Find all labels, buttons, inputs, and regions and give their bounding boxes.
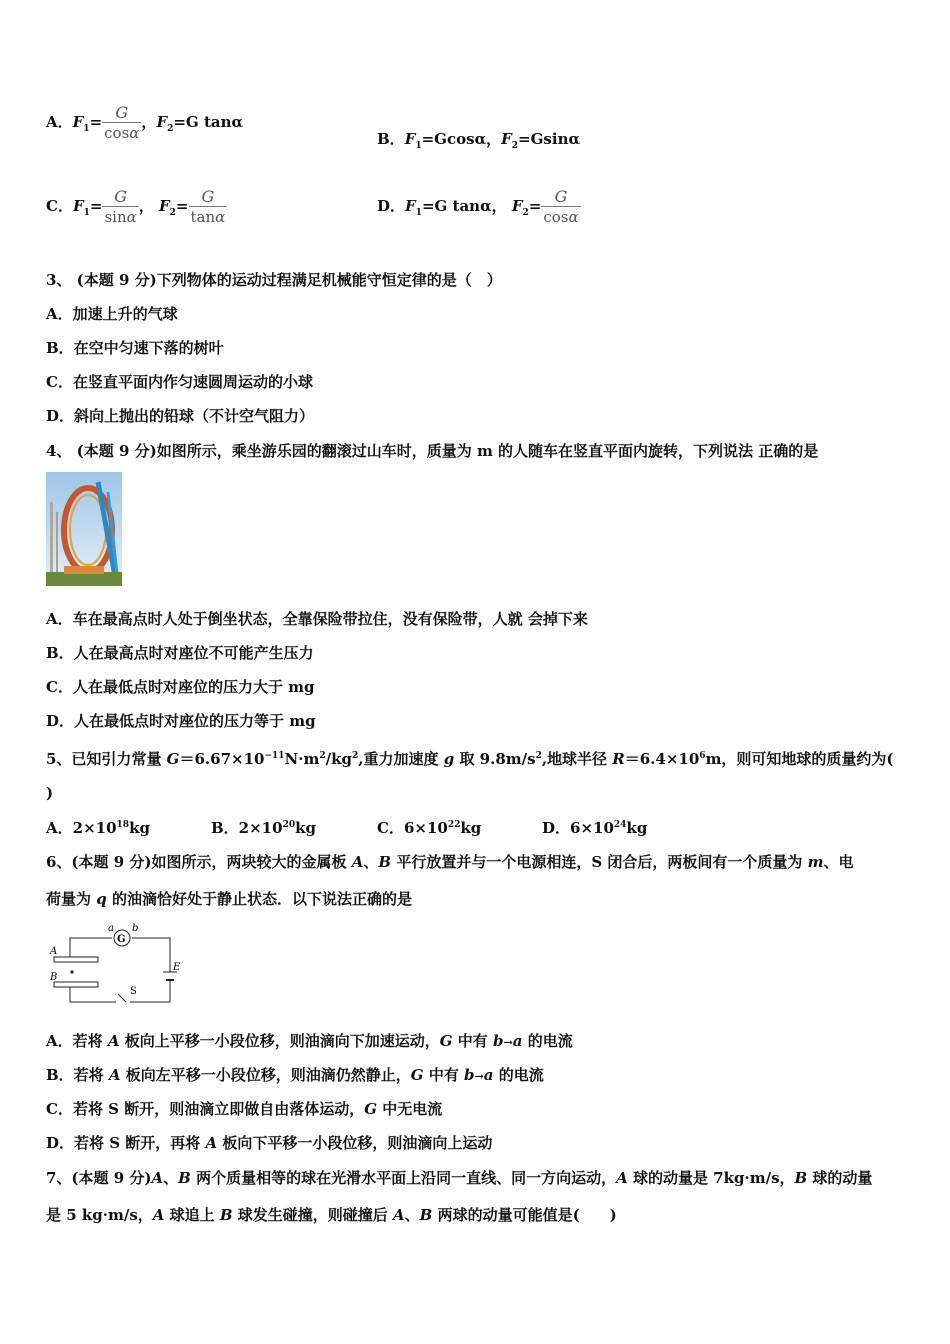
var-f: F bbox=[72, 113, 84, 131]
fraction-g-over-cos bbox=[541, 188, 580, 226]
fraction-g-over-sin bbox=[102, 188, 138, 226]
var: B bbox=[178, 1169, 191, 1187]
value: =G tanα， bbox=[421, 197, 507, 215]
tower-left bbox=[50, 502, 53, 582]
unit: kg bbox=[129, 819, 150, 837]
text: 板向上平移一小段位移，则油滴向下加速运动， bbox=[119, 1032, 440, 1050]
q5-option-b[interactable] bbox=[211, 817, 316, 838]
var: B bbox=[219, 1206, 233, 1224]
numerator: G bbox=[114, 187, 127, 206]
sub: 1 bbox=[83, 124, 90, 134]
var: a bbox=[512, 1032, 523, 1050]
var: G bbox=[166, 750, 180, 768]
exp: 2 bbox=[319, 751, 326, 761]
roller-coaster-photo bbox=[46, 472, 122, 586]
text: 球发生碰撞，则碰撞后 bbox=[232, 1206, 394, 1224]
den-var: α bbox=[215, 208, 226, 226]
denominator bbox=[102, 206, 138, 226]
denominator bbox=[541, 206, 580, 226]
q4-option-d[interactable]: D．人在最低点时对座位的压力等于 mg bbox=[46, 712, 316, 730]
text: N·m bbox=[284, 750, 320, 768]
den-var: α bbox=[129, 124, 140, 142]
text: C．6×10 bbox=[377, 819, 448, 837]
sub: 1 bbox=[415, 208, 422, 218]
var: A bbox=[616, 1169, 628, 1187]
option-letter: B． bbox=[377, 130, 405, 148]
denominator bbox=[102, 122, 141, 142]
sub: 1 bbox=[83, 208, 90, 218]
q2-option-b[interactable] bbox=[377, 128, 580, 151]
exp: −11 bbox=[264, 751, 285, 761]
text: 的油滴恰好处于静止状态．以下说法正确的是 bbox=[106, 890, 412, 908]
text: 的电流 bbox=[522, 1032, 573, 1050]
equals: = bbox=[528, 197, 542, 215]
wire-top-left bbox=[70, 938, 112, 957]
var: g bbox=[443, 750, 455, 768]
var: B bbox=[419, 1206, 433, 1224]
text: 中有 bbox=[452, 1032, 494, 1050]
den-func: cos bbox=[543, 208, 569, 226]
sep: ， bbox=[141, 113, 157, 131]
var: A bbox=[205, 1134, 218, 1152]
arrow: → bbox=[503, 1036, 513, 1049]
q5-option-a[interactable] bbox=[46, 817, 150, 838]
exp: 2 bbox=[535, 751, 542, 761]
numerator: G bbox=[115, 103, 129, 122]
equals: = bbox=[175, 197, 189, 215]
text: 球的动量是 7kg·m/s， bbox=[627, 1169, 795, 1187]
text: 5、已知引力常量 bbox=[46, 750, 167, 768]
q3-option-a[interactable]: A．加速上升的气球 bbox=[46, 305, 178, 323]
q5-option-d[interactable] bbox=[542, 817, 647, 838]
q7-stem-line2 bbox=[46, 1205, 617, 1225]
q6-stem-line2 bbox=[46, 889, 412, 909]
equals: = bbox=[89, 197, 103, 215]
var: A bbox=[393, 1206, 405, 1224]
fraction-g-over-cos bbox=[102, 104, 141, 142]
var: G bbox=[364, 1100, 378, 1118]
text: 6、(本题 9 分)如图所示，两块较大的金属板 bbox=[46, 853, 352, 871]
label-e: E bbox=[173, 962, 181, 973]
var-f: F bbox=[72, 197, 84, 215]
var-f: F bbox=[405, 197, 416, 215]
var: A bbox=[108, 1066, 121, 1084]
numerator: G bbox=[554, 187, 568, 206]
switch-blade bbox=[118, 994, 126, 1002]
text: C．若将 S 断开，则油滴立即做自由落体运动， bbox=[46, 1100, 365, 1118]
unit: kg bbox=[295, 819, 316, 837]
den-var: α bbox=[126, 208, 137, 226]
text: 、电 bbox=[823, 853, 854, 871]
denominator bbox=[189, 206, 228, 226]
value: =G tanα bbox=[173, 113, 244, 131]
arrow: → bbox=[474, 1070, 484, 1083]
var-f: F bbox=[404, 130, 416, 148]
q2-option-c[interactable] bbox=[46, 188, 227, 226]
label-b: b bbox=[132, 923, 139, 934]
wire-top-right bbox=[132, 938, 170, 972]
unit: kg bbox=[460, 819, 482, 837]
exp: 6 bbox=[699, 751, 706, 761]
oil-drop bbox=[70, 970, 73, 973]
var: G bbox=[439, 1032, 453, 1050]
q6-stem-line1 bbox=[46, 852, 854, 872]
var: R bbox=[612, 750, 625, 768]
value: =Gcosα， bbox=[421, 130, 502, 148]
text: 板向左平移一小段位移，则油滴仍然静止， bbox=[120, 1066, 411, 1084]
q6-option-b[interactable] bbox=[46, 1065, 544, 1087]
label-plate-b: B bbox=[50, 972, 58, 983]
unit: kg bbox=[626, 819, 648, 837]
var: A bbox=[151, 1169, 164, 1187]
q4-option-b[interactable]: B．人在最高点时对座位不可能产生压力 bbox=[46, 644, 314, 662]
var-f: F bbox=[501, 130, 512, 148]
text: A．2×10 bbox=[46, 819, 117, 837]
exp: 18 bbox=[116, 820, 130, 830]
q7-stem-line1 bbox=[46, 1168, 872, 1188]
text: 的电流 bbox=[493, 1066, 544, 1084]
exp: 24 bbox=[613, 820, 627, 830]
text: 、 bbox=[163, 1169, 179, 1187]
var: m bbox=[807, 853, 824, 871]
var: B bbox=[794, 1169, 808, 1187]
text: 中有 bbox=[423, 1066, 465, 1084]
var-f: F bbox=[511, 197, 523, 215]
text: 、 bbox=[363, 853, 379, 871]
text: 7、(本题 9 分) bbox=[46, 1169, 152, 1187]
var-f: F bbox=[156, 113, 168, 131]
var: A bbox=[107, 1032, 120, 1050]
fraction-g-over-tan bbox=[189, 188, 228, 226]
q3-option-c[interactable]: C．在竖直平面内作匀速圆周运动的小球 bbox=[46, 373, 313, 391]
text: 取 9.8m/s bbox=[454, 750, 536, 768]
exp: 2 bbox=[352, 751, 359, 761]
option-letter: D． bbox=[377, 197, 406, 215]
text: /kg bbox=[325, 750, 352, 768]
var: A bbox=[351, 853, 364, 871]
q5-stem-close: ) bbox=[46, 784, 54, 802]
text: 是 5 kg·m/s， bbox=[46, 1206, 153, 1224]
text: 、 bbox=[404, 1206, 420, 1224]
var: A bbox=[152, 1206, 165, 1224]
text: 中无电流 bbox=[377, 1100, 443, 1118]
q3-option-b[interactable]: B．在空中匀速下落的树叶 bbox=[46, 339, 224, 357]
circuit-diagram bbox=[46, 920, 186, 1012]
text: 球的动量 bbox=[807, 1169, 873, 1187]
text: D．6×10 bbox=[542, 819, 614, 837]
q2-option-a[interactable] bbox=[46, 104, 243, 142]
wire-bottom-left bbox=[70, 987, 116, 1002]
text: ,重力加速度 bbox=[358, 750, 444, 768]
q4-stem: 4、 (本题 9 分)如图所示，乘坐游乐园的翻滚过山车时，质量为 m 的人随车在竖直平面内旋转，下列说法 正确的是 bbox=[46, 442, 819, 460]
var: q bbox=[96, 890, 107, 908]
text: A．若将 bbox=[46, 1032, 108, 1050]
sub: 1 bbox=[415, 141, 422, 151]
q5-option-c[interactable] bbox=[377, 817, 481, 838]
exp: 22 bbox=[447, 820, 461, 830]
text: ,地球半径 bbox=[541, 750, 613, 768]
q3-option-d[interactable]: D．斜向上抛出的铅球（不计空气阻力） bbox=[46, 407, 315, 425]
den-func: sin bbox=[104, 208, 127, 226]
plate-a bbox=[54, 957, 98, 962]
text: 球追上 bbox=[164, 1206, 220, 1224]
q6-option-a[interactable] bbox=[46, 1031, 573, 1053]
text: 荷量为 bbox=[46, 890, 97, 908]
equals: = bbox=[89, 113, 103, 131]
den-var: α bbox=[568, 208, 579, 226]
option-letter: A． bbox=[46, 113, 73, 131]
var: G bbox=[410, 1066, 424, 1084]
text: B．若将 bbox=[46, 1066, 109, 1084]
station bbox=[64, 566, 104, 574]
label-plate-a: A bbox=[50, 946, 58, 957]
text: ＝6.67×10 bbox=[179, 750, 265, 768]
label-a: a bbox=[108, 923, 114, 934]
numerator: G bbox=[201, 187, 215, 206]
sep: ， bbox=[138, 197, 154, 215]
tower-support bbox=[56, 512, 58, 582]
q4-option-a[interactable]: A．车在最高点时人处于倒坐状态，全靠保险带拉住，没有保险带，人就 会掉下来 bbox=[46, 610, 588, 628]
q6-option-c[interactable] bbox=[46, 1099, 442, 1119]
text: 两个质量相等的球在光滑水平面上沿同一直线、同一方向运动， bbox=[190, 1169, 617, 1187]
var-f: F bbox=[159, 197, 170, 215]
q4-option-c[interactable]: C．人在最低点时对座位的压力大于 mg bbox=[46, 678, 315, 696]
sub: 2 bbox=[169, 208, 176, 218]
den-func: tan bbox=[190, 208, 216, 226]
option-letter: C． bbox=[46, 197, 73, 215]
var: a bbox=[483, 1066, 494, 1084]
text: m，则可知地球的质量约为( bbox=[705, 750, 894, 768]
var: b bbox=[464, 1066, 475, 1084]
value: =Gsinα bbox=[518, 130, 581, 148]
sub: 2 bbox=[167, 124, 174, 134]
label-s: S bbox=[130, 986, 137, 997]
var: B bbox=[378, 853, 392, 871]
text: B．2×10 bbox=[211, 819, 283, 837]
q6-option-d[interactable] bbox=[46, 1133, 492, 1153]
q3-stem: 3、 (本题 9 分)下列物体的运动过程满足机械能守恒定律的是（ ） bbox=[46, 271, 502, 289]
text: ＝6.4×10 bbox=[624, 750, 700, 768]
sub: 2 bbox=[511, 141, 519, 151]
galvanometer-label: G bbox=[117, 934, 126, 945]
text: 两球的动量可能值是( ) bbox=[432, 1206, 617, 1224]
text: D．若将 S 断开，再将 bbox=[46, 1134, 206, 1152]
text: 平行放置并与一个电源相连，S 闭合后，两板间有一个质量为 bbox=[391, 853, 808, 871]
text: 板向下平移一小段位移，则油滴向上运动 bbox=[217, 1134, 493, 1152]
den-func: cos bbox=[104, 124, 130, 142]
q2-option-d[interactable] bbox=[377, 188, 581, 226]
var: b bbox=[493, 1032, 504, 1050]
exp: 20 bbox=[282, 820, 296, 830]
sub: 2 bbox=[522, 208, 529, 218]
plate-b bbox=[54, 982, 98, 987]
ground bbox=[46, 572, 122, 586]
q5-stem bbox=[46, 746, 894, 769]
